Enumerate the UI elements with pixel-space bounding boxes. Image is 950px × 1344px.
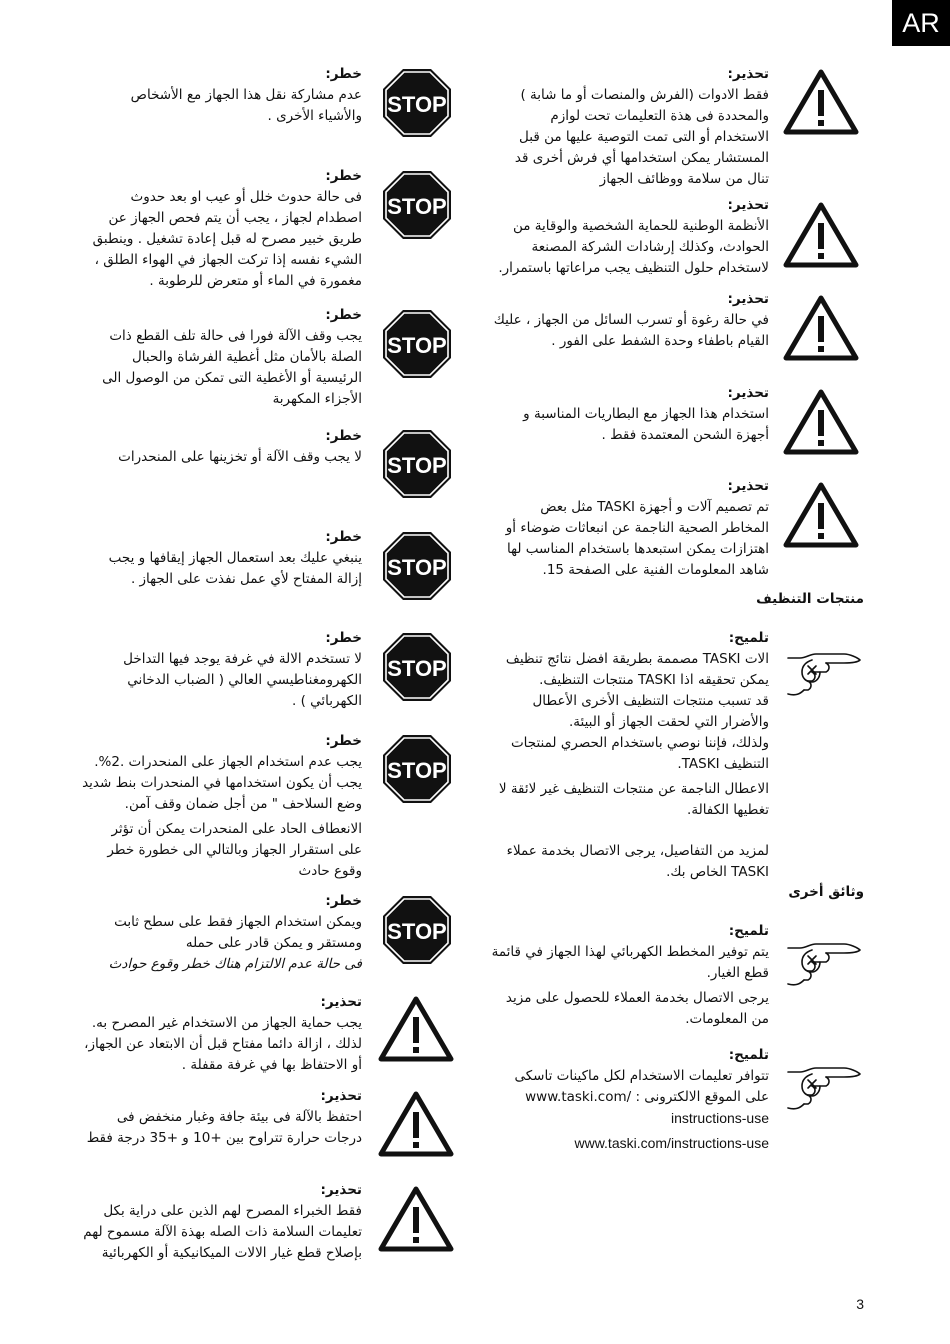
tip-block-instructions	[514, 1045, 769, 1154]
danger-heading: خطر:	[325, 529, 362, 545]
text-line: والأضرار التي لحقت الجهاز أو البيئة.	[568, 714, 769, 730]
text-line: أجهزة الشحن المعتمدة فقط .	[601, 427, 769, 443]
text-line: تغطيها الكفالة.	[687, 802, 769, 818]
stop-label: STOP	[387, 758, 447, 783]
text-line: الأجزاء المكهربة	[272, 391, 362, 407]
text-line: فقط الادوات (الفرش والمنصات أو ما شابة )	[520, 87, 769, 103]
text-line: درجات حرارة تتراوح بين +10 و +35 درجة فقط	[86, 1130, 362, 1146]
stop-sign-icon	[382, 429, 452, 499]
warning-icon	[783, 482, 859, 548]
text-line: الصلة بالأمان مثل أغطية الفرشاة والحبال	[131, 349, 362, 365]
stop-sign-icon	[382, 734, 452, 804]
section-title-other-documents: وثائق أخرى	[788, 884, 864, 900]
warning-icon	[783, 202, 859, 268]
stop-sign-icon	[382, 895, 452, 965]
text-line: الاعطال الناجمة عن منتجات التنظيف غير لائقة لا	[498, 781, 769, 797]
text-line: يمكن تحقيقه اذا TASKI منتجات التنظيف.	[539, 672, 769, 688]
pointing-hand-icon	[786, 1062, 862, 1114]
warning-heading: تحذير:	[727, 66, 769, 82]
text-line: الشيء نفسه إذا تركت الجهاز في الهواء الطلق ،	[94, 252, 362, 268]
stop-label: STOP	[387, 453, 447, 478]
tip-heading: تلميح:	[728, 1047, 769, 1063]
text-line: بإصلاح قطع غيار الالات الميكانيكية أو الكهربائية	[101, 1245, 362, 1261]
stop-label: STOP	[387, 656, 447, 681]
text-line: TASKI الخاص بك.	[666, 864, 769, 880]
text-line: في حالة رغوة أو تسرب السائل من الجهاز ، عليك	[493, 312, 769, 328]
text-line: تعليمات السلامة ذات الصله بهذة الآلة مسموح لهم	[83, 1224, 362, 1240]
warning-icon	[783, 69, 859, 135]
warning-block-r4	[523, 383, 769, 446]
text-line: وقوع حادث	[298, 863, 362, 879]
danger-block-8	[109, 891, 362, 975]
text-line: فى حالة حدوث خلل أو عيب او بعد حدوث	[130, 189, 362, 205]
danger-heading: خطر:	[325, 630, 362, 646]
text-line: لمزيد من التفاصيل، يرجى الاتصال بخدمة عملاء	[506, 843, 769, 859]
text-line: المستشار يمكن استخدامها أي فرش أخرى قد	[514, 150, 769, 166]
text-line: الأنظمة الوطنية للحماية الشخصية والوقاية من	[512, 218, 769, 234]
text-line: والأشياء الأخرى .	[267, 108, 362, 124]
text-line: استخدام هذا الجهاز مع البطاريات المناسبة و	[523, 406, 769, 422]
text-line: لا يجب وقف الآلة أو تخزينها على المنحدرات	[118, 449, 362, 465]
stop-label: STOP	[387, 194, 447, 219]
stop-sign-icon	[382, 309, 452, 379]
text-line: ولذلك، فإننا نوصي باستخدام الحصري لمنتجات	[510, 735, 769, 751]
text-line: التنظيف TASKI.	[677, 756, 769, 772]
text-line: طريق خبير مصرح له قبل إعادة تشغيل . وينطبق	[92, 231, 362, 247]
text-line: يرجى الاتصال بخدمة العملاء للحصول على مزيد	[505, 990, 769, 1006]
text-line: احتفظ بالآلة فى بيئة جافة وغبار منخفض فى	[116, 1109, 362, 1125]
text-line: الرئيسية أو الأغطية التى تمكن من الوصول الى	[102, 370, 362, 386]
text-line: المخاطر الصحية الناجمة عن انبعاثات ضوضاء أو	[505, 520, 769, 536]
text-line: قد تسبب منتجات التنظيف الأخرى الأعطال	[532, 693, 769, 709]
language-tab: AR	[892, 0, 950, 46]
text-line: تم تصميم آلات و أجهزة TASKI مثل بعض	[540, 499, 769, 515]
text-line: مغمورة في الماء أو متعرض للرطوبة .	[149, 273, 362, 289]
danger-block-3	[102, 305, 362, 410]
danger-heading: خطر:	[325, 893, 362, 909]
text-line: يجب أن يكون استخدامها في المنحدرات بنط شديد	[82, 775, 362, 791]
warning-block-l1	[84, 992, 362, 1076]
warning-heading: تحذير:	[320, 1088, 362, 1104]
warning-block-r1	[515, 64, 769, 190]
danger-block-1	[131, 64, 362, 127]
warning-icon	[783, 295, 859, 361]
stop-label: STOP	[387, 919, 447, 944]
text-line: يتم توفير المخطط الكهربائي لهذا الجهاز في قائمة	[491, 944, 769, 960]
text-line: أو الاحتفاظ بها في غرفة مقفلة .	[181, 1057, 362, 1073]
warning-icon	[378, 1091, 454, 1157]
text-line: يجب حماية الجهاز من الاستخدام غير المصرح به.	[91, 1015, 362, 1031]
danger-heading: خطر:	[325, 733, 362, 749]
pointing-hand-icon	[786, 648, 862, 700]
warning-block-r3	[494, 289, 769, 352]
stop-label: STOP	[387, 333, 447, 358]
danger-block-5	[109, 527, 362, 590]
text-line: الانعطاف الحاد على المنحدرات يمكن أن تؤثر	[111, 821, 362, 837]
section-title-cleaning-products: منتجات التنظيف	[756, 591, 864, 607]
danger-heading: خطر:	[325, 168, 362, 184]
text-line: الات TASKI مصممة بطريقة افضل نتائج تنظيف	[505, 651, 769, 667]
warning-block-l2	[87, 1086, 362, 1149]
stop-sign-icon	[382, 531, 452, 601]
text-line: على الموقع الالكترونى : /www.taski.com	[525, 1089, 769, 1105]
text-line: يجب وقف الآلة فورا فى حالة تلف القطع ذات	[109, 328, 362, 344]
text-line: عدم مشاركة نقل هذا الجهاز مع الأشخاص	[130, 87, 362, 103]
danger-block-4	[118, 426, 362, 468]
warning-block-r5	[506, 476, 769, 581]
warning-block-l3	[83, 1180, 362, 1264]
danger-heading: خطر:	[325, 428, 362, 444]
text-line: لاستخدام حلول التنظيف يجب مراعاتها باستمرار.	[498, 260, 769, 276]
text-line: لذلك ، ازالة دائما مفتاح قبل أن الابتعاد عن الجهاز،	[84, 1036, 362, 1052]
text-line: الكهرومغناطيسي العالي ( الضباب الدخاني	[127, 672, 362, 688]
text-line: القيام باطفاء وحدة الشفط على الفور .	[551, 333, 769, 349]
text-line: يجب عدم استخدام الجهاز على المنحدرات .2%.	[94, 754, 362, 770]
text-line: الحوادث، وكذلك إرشادات الشركة المصنعة	[531, 239, 769, 255]
text-line: ومستقر و يمكن قادر على حمله	[185, 935, 362, 951]
tip-heading: تلميح:	[728, 630, 769, 646]
warning-heading: تحذير:	[727, 291, 769, 307]
text-line: فى حالة عدم الالتزام هناك خطر وقوع حوادث	[108, 956, 362, 972]
warning-heading: تحذير:	[320, 1182, 362, 1198]
text-line: تتوافر تعليمات الاستخدام لكل ماكينات تاسكى	[514, 1068, 769, 1084]
text-line: ويمكن استخدام الجهاز فقط على سطح ثابت	[114, 914, 362, 930]
danger-block-7	[82, 731, 362, 882]
stop-label: STOP	[387, 555, 447, 580]
text-line: وضع السلاحف " من أجل ضمان وقف آمن.	[124, 796, 362, 812]
danger-heading: خطر:	[325, 307, 362, 323]
page-number: 3	[856, 1296, 864, 1312]
text-line: الكهربائي ) .	[291, 693, 362, 709]
text-line: لا تستخدم الالة في غرفة يوجد فيها التداخل	[123, 651, 362, 667]
text-line: شاهد المعلومات الفنية على الصفحة 15.	[542, 562, 769, 578]
text-line: instructions-use	[670, 1110, 769, 1126]
text-line: فقط الخبراء المصرح لهم الذين على دراية بكل	[103, 1203, 362, 1219]
warning-heading: تحذير:	[727, 478, 769, 494]
text-line: ينبغي عليك بعد استعمال الجهاز إيقافها و يجب	[108, 550, 362, 566]
text-line: والمحددة فى هذة التعليمات تحت لوازم	[550, 108, 769, 124]
warning-heading: تحذير:	[727, 385, 769, 401]
warning-icon	[378, 996, 454, 1062]
text-line: اهتزازات يمكن استبعدها باستخدام المناسب لها	[507, 541, 769, 557]
stop-sign-icon	[382, 170, 452, 240]
text-line: قطع الغيار.	[706, 965, 769, 981]
text-line: إزالة المفتاح لأي عمل نفذت على الجهاز .	[130, 571, 362, 587]
text-line: من المعلومات.	[685, 1011, 769, 1027]
danger-block-2	[93, 166, 362, 292]
tip-heading: تلميح:	[728, 923, 769, 939]
text-line: الاستخدام أو التى تمت التوصية عليها من قبل	[519, 129, 769, 145]
text-line: على استقرار الجهاز وبالتالي الى خطورة خطر	[107, 842, 362, 858]
warning-block-r2	[498, 195, 769, 279]
stop-sign-icon	[382, 632, 452, 702]
tip-block-cleaning	[499, 628, 769, 883]
tip-block-wiring	[492, 921, 769, 1030]
text-line: www.taski.com/instructions-use	[574, 1135, 769, 1151]
warning-icon	[378, 1186, 454, 1252]
warning-icon	[783, 389, 859, 455]
stop-sign-icon	[382, 68, 452, 138]
danger-heading: خطر:	[325, 66, 362, 82]
text-line: تنال من سلامة ووظائف الجهاز	[599, 171, 769, 187]
text-line: اصطدام لجهاز ، يجب أن يتم فحص الجهاز عن	[108, 210, 362, 226]
warning-heading: تحذير:	[727, 197, 769, 213]
danger-block-6	[123, 628, 362, 712]
warning-heading: تحذير:	[320, 994, 362, 1010]
pointing-hand-icon	[786, 938, 862, 990]
stop-label: STOP	[387, 92, 447, 117]
